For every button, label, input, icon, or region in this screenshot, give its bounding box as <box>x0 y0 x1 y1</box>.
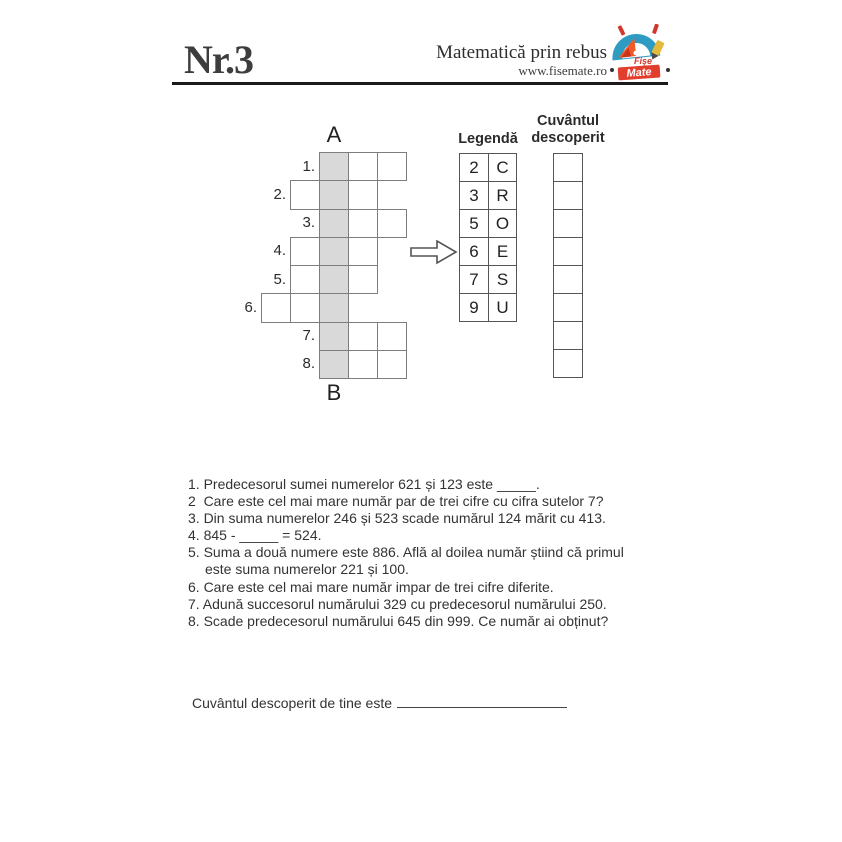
logo-dot-left <box>610 68 614 72</box>
legend-number-cell: 5 <box>459 209 489 238</box>
legend-number-cell: 3 <box>459 181 489 210</box>
legend-number-cell: 9 <box>459 293 489 322</box>
legend-letter-cell: R <box>488 181 517 210</box>
problem-line: 6. Care este cel mai mare număr impar de trei cifre diferite. <box>188 578 554 595</box>
discovered-word-cell <box>553 237 583 266</box>
legend-letter-cell: E <box>488 237 517 266</box>
discovered-word-cell <box>553 265 583 294</box>
legend-number-cell: 2 <box>459 153 489 182</box>
grid-cell <box>290 293 320 322</box>
grid-cell <box>319 180 349 209</box>
problem-line: 1. Predecesorul sumei numerelor 621 și 123 este _____. <box>188 476 540 492</box>
logo-brand-line1: Fişe <box>633 56 653 66</box>
grid-cell <box>290 265 320 294</box>
legend-letter-cell: U <box>488 293 517 322</box>
grid-cell <box>348 237 378 266</box>
answer-prompt: Cuvântul descoperit de tine este <box>192 695 393 711</box>
logo-pencil-tip-right <box>652 24 659 34</box>
row-number-label: 7. <box>302 327 315 344</box>
row-number-label: 6. <box>244 298 257 316</box>
logo-dot-right <box>666 68 670 72</box>
discovered-word-cell <box>553 321 583 350</box>
discovered-word-cell <box>553 181 583 210</box>
grid-cell <box>377 350 407 379</box>
problem-line: 8. Scade predecesorul numărului 645 din 999. Ce număr ai obținut? <box>188 612 609 629</box>
problem-line: 2 Care este cel mai mare număr par de trei cifre cu cifra sutelor 7? <box>188 493 604 510</box>
row-number-label: 8. <box>302 355 315 373</box>
grid-cell <box>377 322 407 351</box>
grid-cell <box>377 209 407 238</box>
discovered-word-cell <box>553 349 583 378</box>
problem-line: 5. Suma a două numere este 886. Află al doilea număr știind că primul <box>188 544 624 561</box>
grid-cell <box>348 180 378 209</box>
grid-cell <box>319 152 349 181</box>
legend-number-cell: 6 <box>459 237 489 266</box>
grid-cell <box>348 209 378 238</box>
arrow-right-icon <box>410 240 458 266</box>
problem-list <box>188 476 718 630</box>
column-a-label: A <box>326 122 342 147</box>
grid-cell <box>261 293 291 322</box>
grid-cell <box>319 237 349 266</box>
discovered-word-title-line2: descoperit <box>531 130 605 146</box>
legend-letter-cell: C <box>488 153 517 182</box>
grid-cell <box>348 350 378 379</box>
legend-letter-cell: O <box>488 209 517 238</box>
discovered-word-cell <box>553 209 583 238</box>
grid-cell <box>290 180 320 209</box>
page-title: Matematică prin rebus <box>436 42 607 63</box>
worksheet-number: Nr.3 <box>184 37 253 82</box>
grid-cell <box>319 209 349 238</box>
legend-title: Legendă <box>458 131 518 147</box>
grid-cell <box>319 265 349 294</box>
logo-pencil-tip-left <box>617 25 625 36</box>
grid-cell <box>319 293 349 322</box>
row-number-label: 4. <box>273 242 286 260</box>
discovered-word-cell <box>553 293 583 322</box>
grid-cell <box>290 237 320 266</box>
grid-cell <box>348 322 378 351</box>
row-number-label: 5. <box>273 270 286 288</box>
answer-line <box>192 694 567 711</box>
logo-brand-line2: Mate <box>626 66 652 80</box>
discovered-word-title-line1: Cuvântul <box>536 113 600 129</box>
grid-cell <box>377 152 407 181</box>
problem-line: este suma numerelor 221 și 100. <box>205 561 409 578</box>
problem-line: 7. Adună succesorul numărului 329 cu predecesorul numărului 250. <box>188 595 607 612</box>
website-url: www.fisemate.ro <box>518 63 607 78</box>
legend-number-cell: 7 <box>459 265 489 294</box>
fisemate-logo-icon <box>606 24 672 84</box>
grid-cell <box>319 350 349 379</box>
row-number-label: 1. <box>302 157 315 175</box>
row-number-label: 2. <box>273 185 286 203</box>
grid-cell <box>348 265 378 294</box>
discovered-word-cell <box>553 153 583 182</box>
problem-line: 3. Din suma numerelor 246 și 523 scade numărul 124 mărit cu 413. <box>188 510 606 527</box>
legend-letter-cell: S <box>488 265 517 294</box>
column-b-label: B <box>326 380 342 405</box>
discovered-word-title <box>517 113 619 147</box>
header-divider <box>172 82 668 85</box>
answer-blank <box>397 694 567 708</box>
grid-cell <box>319 322 349 351</box>
grid-cell <box>348 152 378 181</box>
problem-line: 4. 845 - _____ = 524. <box>188 527 322 544</box>
row-number-label: 3. <box>302 214 315 231</box>
